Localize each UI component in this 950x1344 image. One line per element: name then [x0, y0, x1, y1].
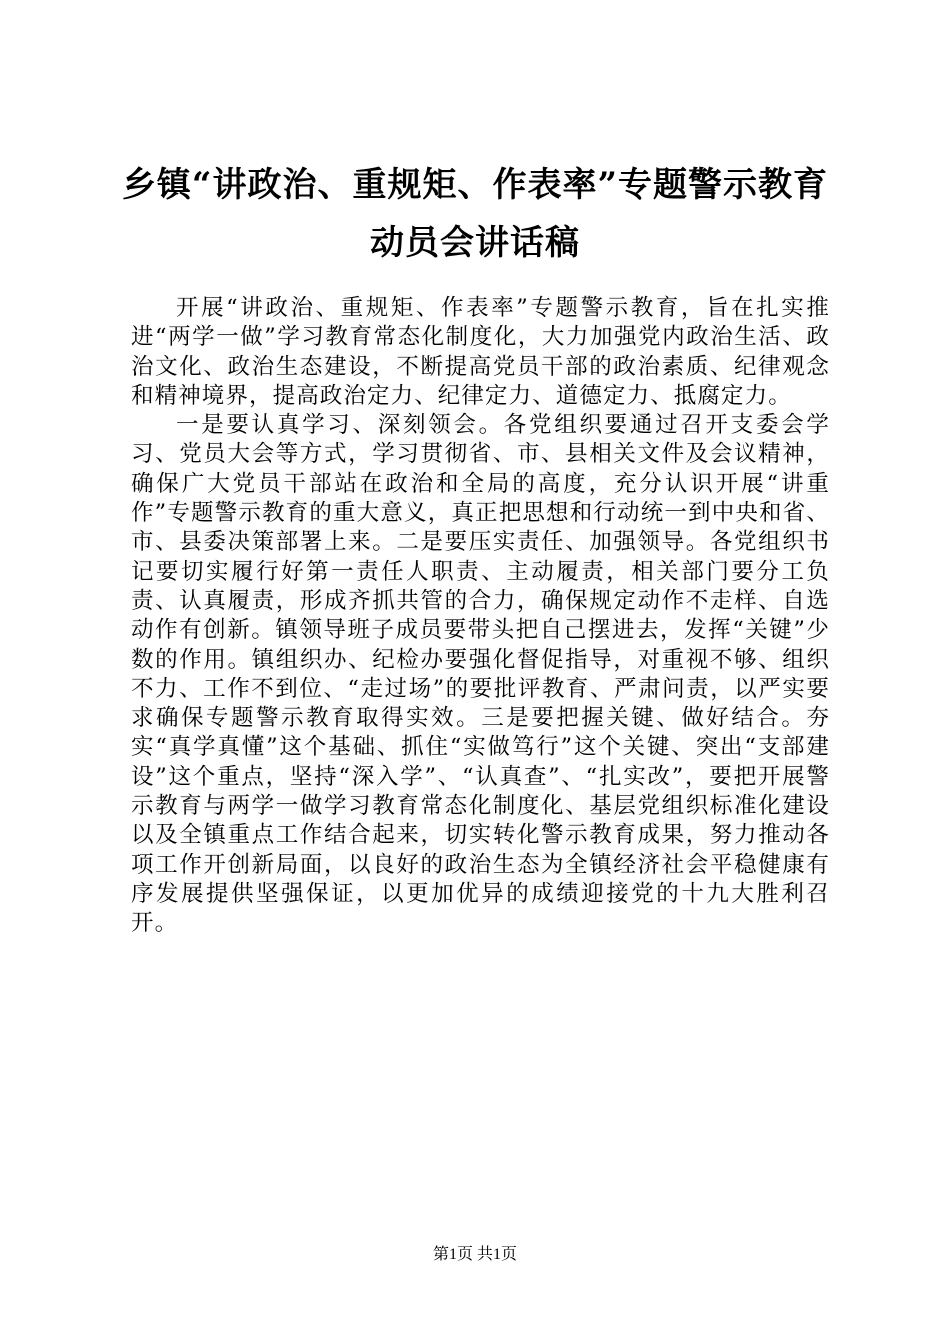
document-title: 乡镇“讲政治、重规矩、作表率”专题警示教育动员会讲话稿	[121, 165, 829, 263]
page-number: 第1页 共1页	[432, 1246, 517, 1263]
paragraph-intro: 开展“讲政治、重规矩、作表率”专题警示教育，旨在扎实推进“两学一做”学习教育常态化制度化，大力加强党内政治生活、政治文化、政治生态建设，不断提高党员干部的政治素质、纪律观念和精神境界，提高政治定力、纪律定力、道德定力、抵腐定力。	[131, 295, 830, 409]
paragraph-requirements: 一是要认真学习、深刻领会。各党组织要通过召开支委会学习、党员大会等方式，学习贯彻省、市、县相关文件及会议精神，确保广大党员干部站在政治和全局的高度，充分认识开展“讲重作”专题警示教育的重大意义，真正把思想和行动统一到中央和省、市、县委决策部署上来。二是要压实责任、加强领导。各党组织书记要切实履行好第一责任人职责、主动履责，相关部门要分工负责、认真履责，形成齐抓共管的合力，确保规定动作不走样、自选动作有创新。镇领导班子成员要带头把自己摆进去，发挥“关键”少数的作用。镇组织办、纪检办要强化督促指导，对重视不够、组织不力、工作不到位、“走过场”的要批评教育、严肃问责，以严实要求确保专题警示教育取得实效。三是要把握关键、做好结合。夯实“真学真懂”这个基础、抓住“实做笃行”这个关键、突出“支部建设”这个重点，坚持“深入学”、“认真查”、“扎实改”，要把开展警示教育与两学一做学习教育常态化制度化、基层党组织标准化建设以及全镇重点工作结合起来，切实转化警示教育成果，努力推动各项工作开创新局面，以良好的政治生态为全镇经济社会平稳健康有序发展提供坚强保证，以更加优异的成绩迎接党的十九大胜利召开。	[131, 412, 830, 937]
document-body	[131, 294, 830, 939]
